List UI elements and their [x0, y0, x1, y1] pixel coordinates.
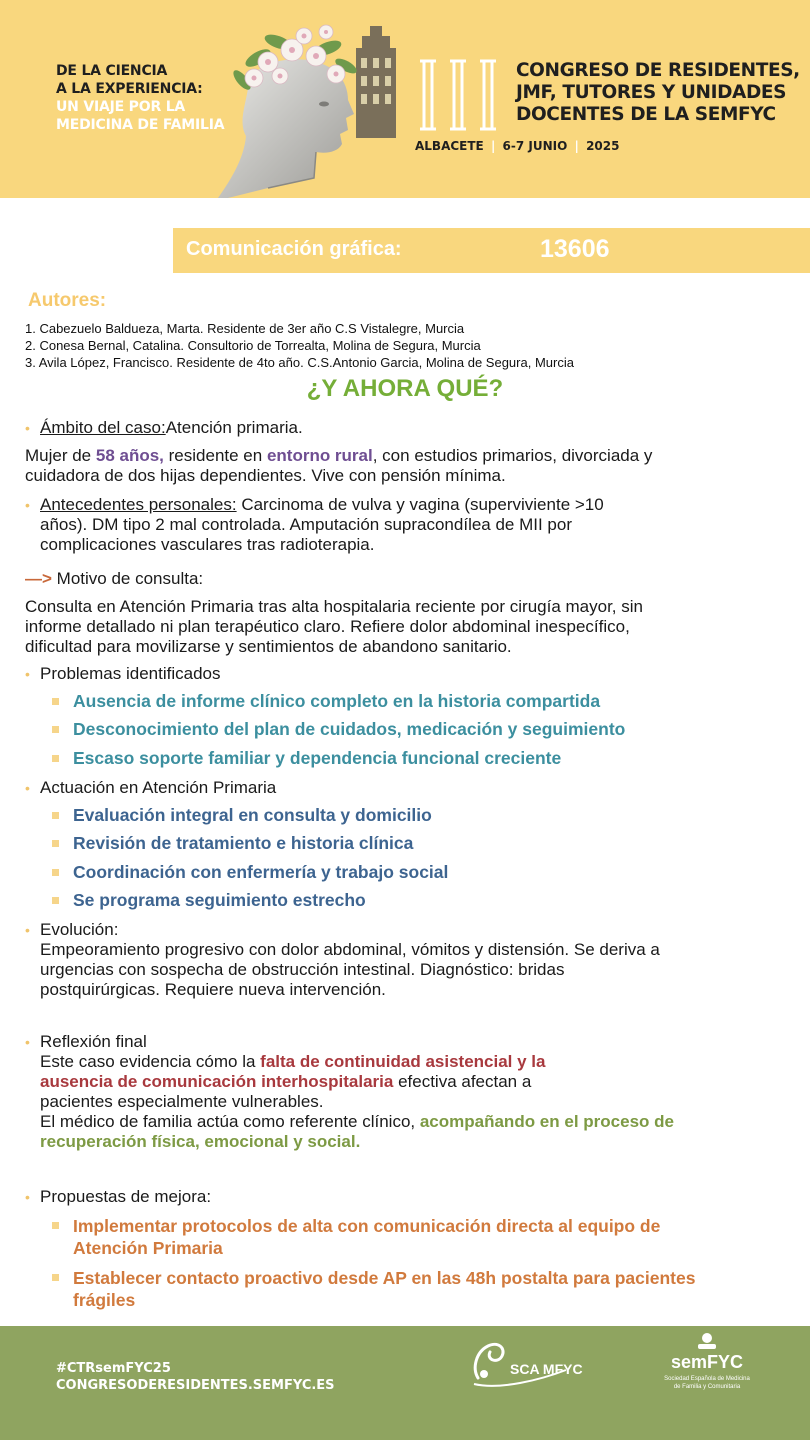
congress-title: CONGRESO DE RESIDENTES, JMF, TUTORES Y UNIDADES DOCENTES DE LA SEMFYC — [516, 60, 800, 125]
problema-item: Desconocimiento del plan de cuidados, medicación y seguimiento — [73, 719, 626, 739]
evolucion-section: Evolución: Empeoramiento progresivo con dolor abdominal, vómitos y distensión. Se deriva a urgencias con sospecha de obstrucción intestinal. Diagnóstico: bridas postquirúrgicas. Requiere nueva intervención. — [40, 920, 660, 999]
roman-numeral-three — [412, 58, 504, 132]
bullet-dot: • — [25, 497, 30, 513]
actuacion-item: Se programa seguimiento estrecho — [73, 890, 366, 910]
communication-label: Comunicación gráfica: — [186, 238, 402, 260]
bust-with-flowers-illustration — [208, 18, 408, 198]
square-bullet — [52, 812, 59, 819]
bullet-dot: • — [25, 666, 30, 682]
website-link[interactable]: CONGRESODERESIDENTES.SEMFYC.ES — [56, 1378, 335, 1393]
svg-text:III: III — [412, 58, 413, 59]
sca-mfyc-logo — [470, 1330, 620, 1390]
square-bullet — [52, 897, 59, 904]
actuacion-item: Coordinación con enfermería y trabajo social — [73, 862, 449, 882]
ambito-section: Ámbito del caso:Atención primaria. — [40, 418, 303, 437]
bullet-dot: • — [25, 922, 30, 938]
square-bullet — [52, 755, 59, 762]
footer-links — [56, 1360, 335, 1394]
problema-item: Ausencia de informe clínico completo en la historia compartida — [73, 691, 601, 711]
actuacion-item: Revisión de tratamiento e historia clínica — [73, 833, 414, 853]
actuacion-item: Evaluación integral en consulta y domicilio — [73, 805, 432, 825]
square-bullet — [52, 1274, 59, 1281]
motivo-text: Consulta en Atención Primaria tras alta hospitalaria reciente por cirugía mayor, sin informe detallado ni plan terapéutico claro. Refiere dolor abdominal inespecífico, dificultad para movilizarse y sentimientos de abandono sanitario. — [25, 597, 643, 656]
square-bullet — [52, 840, 59, 847]
problemas-heading: Problemas identificados — [40, 664, 221, 683]
reflexion-section: Reflexión final Este caso evidencia cómo la falta de continuidad asistencial y la ausencia de comunicación interhospitalaria efectiva afectan a pacientes especialmente vulnerables. El médico de familia actúa como referente clínico, acompañando en el proceso de recuperación física, emocional y social. — [40, 1032, 674, 1151]
semfyc-logo — [660, 1330, 754, 1410]
hashtag-text: #CTRsemFYC25 — [56, 1361, 171, 1376]
congress-tagline: DE LA CIENCIA A LA EXPERIENCIA: UN VIAJE POR LA MEDICINA DE FAMILIA — [56, 63, 225, 133]
header-banner — [0, 0, 810, 198]
arrow-icon: —> — [25, 569, 52, 588]
square-bullet — [52, 726, 59, 733]
case-title: ¿Y AHORA QUÉ? — [306, 375, 504, 402]
bullet-dot: • — [25, 780, 30, 796]
communication-number: 13606 — [540, 235, 610, 263]
authors-list — [25, 320, 574, 371]
antecedentes-section: Antecedentes personales: Carcinoma de vulva y vagina (superviviente >10 años). DM tipo 2 mal controlada. Amputación supracondílea de MII por complicaciones vasculares tras radioterapia. — [40, 495, 604, 554]
square-bullet — [52, 869, 59, 876]
square-bullet — [52, 1222, 59, 1229]
author-item: 3. Avila López, Francisco. Residente de 4to año. C.S.Antonio Garcia, Molina de Segura, Murcia — [25, 355, 574, 370]
svg-text:de Familia y Comunitaria: de Familia y Comunitaria — [673, 1384, 741, 1390]
author-item: 2. Conesa Bernal, Catalina. Consultorio de Torrealta, Molina de Segura, Murcia — [25, 338, 481, 353]
patient-description: Mujer de 58 años, residente en entorno rural, con estudios primarios, divorciada y cuidadora de dos hijas dependientes. Vive con pensión mínima. — [25, 446, 653, 485]
motivo-heading: —> Motivo de consulta: — [25, 569, 204, 588]
bullet-dot: • — [25, 1189, 30, 1205]
propuestas-heading: Propuestas de mejora: — [40, 1187, 212, 1206]
actuacion-heading: Actuación en Atención Primaria — [40, 778, 277, 797]
svg-text:Sociedad Española de Medicina: Sociedad Española de Medicina — [664, 1376, 750, 1382]
svg-text:SCA MFYC: SCA MFYC — [510, 1361, 583, 1377]
svg-text:semFYC: semFYC — [670, 1352, 744, 1372]
congress-location-date: ALBACETE | 6-7 JUNIO | 2025 — [415, 139, 620, 153]
bullet-dot: • — [25, 420, 30, 436]
propuesta-item: Implementar protocolos de alta con comunicación directa al equipo de Atención Primaria — [73, 1216, 661, 1258]
bullet-dot: • — [25, 1034, 30, 1050]
propuesta-item: Establecer contacto proactivo desde AP en las 48h postalta para pacientes frágiles — [73, 1268, 696, 1310]
authors-title: Autores: — [28, 290, 107, 311]
author-item: 1. Cabezuelo Baldueza, Marta. Residente de 3er año C.S Vistalegre, Murcia — [25, 321, 465, 336]
problema-item: Escaso soporte familiar y dependencia funcional creciente — [73, 748, 562, 768]
square-bullet — [52, 698, 59, 705]
